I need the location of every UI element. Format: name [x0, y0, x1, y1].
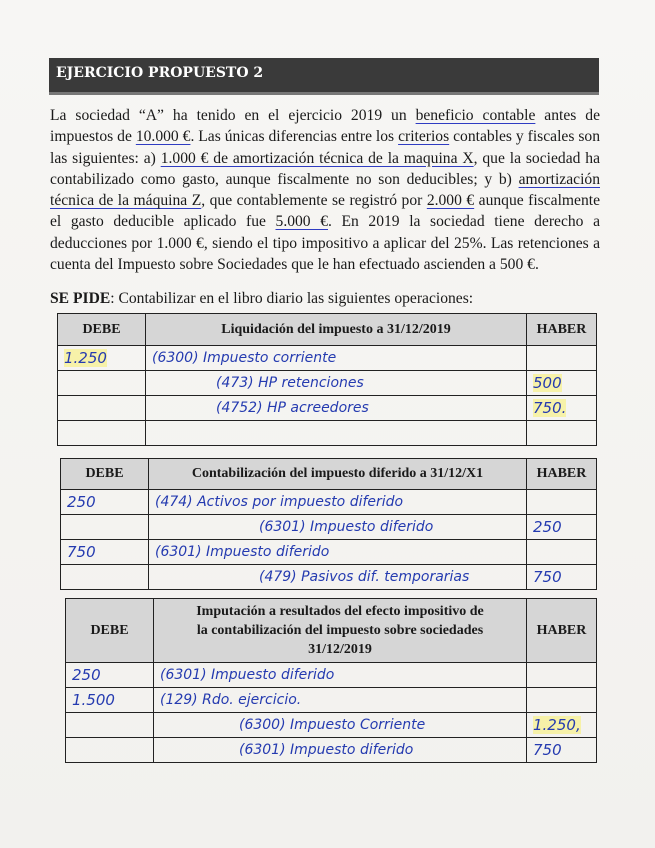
- haber-cell: [527, 490, 597, 515]
- haber-amount: 500: [533, 374, 562, 392]
- debe-cell: 750: [61, 540, 149, 565]
- table-title-line: 31/12/2019: [308, 642, 372, 657]
- haber-cell: [527, 713, 597, 738]
- haber-header: HABER: [527, 599, 597, 663]
- concept-cell: (6301) Impuesto diferido: [154, 663, 527, 688]
- table-row: [61, 540, 597, 565]
- haber-cell: [527, 396, 597, 421]
- statement-text: La sociedad “A” ha tenido en el ejercicio 2019 un: [50, 107, 416, 124]
- haber-cell: [527, 421, 597, 446]
- statement-underlined: 5.000 €: [275, 213, 328, 231]
- statement-underlined: criterios: [398, 128, 450, 146]
- table-row: [61, 565, 597, 590]
- task-label: SE PIDE: [50, 290, 111, 307]
- ledger-table-liquidacion: [57, 313, 597, 446]
- debe-header: DEBE: [66, 599, 154, 663]
- concept-cell: (4752) HP acreedores: [146, 396, 527, 421]
- haber-cell: [527, 371, 597, 396]
- concept-cell: [146, 421, 527, 446]
- debe-cell: 250: [61, 490, 149, 515]
- debe-cell: [61, 565, 149, 590]
- debe-header: DEBE: [58, 314, 146, 346]
- table-row: [61, 490, 597, 515]
- concept-cell: (6301) Impuesto diferido: [149, 515, 527, 540]
- statement-underlined: beneficio contable: [415, 107, 536, 124]
- ledger-table-diferido: [60, 458, 597, 590]
- exercise-title: EJERCICIO PROPUESTO 2: [49, 58, 599, 92]
- task-text: : Contabilizar en el libro diario las siguientes operaciones:: [110, 290, 474, 307]
- debe-header: DEBE: [61, 459, 149, 490]
- statement-text: , que contablemente se registró por: [201, 192, 427, 210]
- statement-underlined: 1.000 € de amortización técnica de la maquina X: [160, 149, 474, 167]
- table-row: [58, 346, 597, 371]
- statement-text: antes de impuestos de: [50, 107, 601, 146]
- table-title-line: Imputación a resultados del efecto impositivo de: [196, 604, 484, 619]
- table-row: [58, 371, 597, 396]
- debe-amount: 1.250: [64, 349, 107, 367]
- haber-cell: 750: [527, 565, 597, 590]
- haber-cell: [527, 688, 597, 713]
- table-title: [154, 599, 527, 663]
- concept-cell: (479) Pasivos dif. temporarias: [149, 565, 527, 590]
- table-row: [66, 713, 597, 738]
- debe-cell: 250: [66, 663, 154, 688]
- debe-cell: [61, 515, 149, 540]
- haber-header: HABER: [527, 459, 597, 490]
- table-row: [66, 688, 597, 713]
- table-row: [61, 515, 597, 540]
- statement-underlined: amortización técnica de la máquina Z: [50, 170, 600, 210]
- statement-underlined: 10.000 €: [135, 128, 191, 146]
- haber-amount: 1.250,: [533, 716, 581, 734]
- haber-cell: [527, 540, 597, 565]
- statement-text: contables y fiscales son las siguientes: a): [50, 128, 601, 167]
- table-title-line: la contabilización del impuesto sobre sociedades: [196, 623, 484, 638]
- concept-cell: (129) Rdo. ejercicio.: [154, 688, 527, 713]
- debe-cell: 1.500: [66, 688, 154, 713]
- haber-amount: 750.: [533, 399, 567, 417]
- haber-header: HABER: [527, 314, 597, 346]
- haber-cell: [527, 346, 597, 371]
- statement-underlined: 2.000 €: [426, 192, 475, 210]
- concept-cell: (473) HP retenciones: [146, 371, 527, 396]
- debe-cell: [58, 396, 146, 421]
- concept-cell: (6301) Impuesto diferido: [149, 540, 527, 565]
- statement-text: . Las únicas diferencias entre los: [190, 128, 399, 146]
- table-row: [66, 663, 597, 688]
- concept-cell: (6301) Impuesto diferido: [154, 738, 527, 763]
- concept-cell: (474) Activos por impuesto diferido: [149, 490, 527, 515]
- haber-cell: [527, 663, 597, 688]
- haber-cell: 750: [527, 738, 597, 763]
- statement-text: aunque fiscalmente el gasto deducible aplicado fue: [50, 192, 601, 231]
- debe-cell: [58, 421, 146, 446]
- ledger-table-imputacion: [65, 598, 597, 763]
- statement-text: , que la sociedad ha contabilizado como gasto, aunque fiscalmente no son deducibles; y b): [50, 149, 600, 188]
- task-instruction: [50, 290, 610, 308]
- haber-cell: 250: [527, 515, 597, 540]
- table-row: [66, 738, 597, 763]
- debe-cell: [66, 738, 154, 763]
- table-title: Liquidación del impuesto a 31/12/2019: [146, 314, 527, 346]
- concept-cell: (6300) Impuesto corriente: [146, 346, 527, 371]
- concept-cell: (6300) Impuesto Corriente: [154, 713, 527, 738]
- table-row: [58, 396, 597, 421]
- table-row: [58, 421, 597, 446]
- debe-cell: [66, 713, 154, 738]
- statement-text: . En 2019 la sociedad tiene derecho a deducciones por 1.000 €, siendo el tipo impositivo a aplicar del 25%. Las retenciones a cuenta del Impuesto sobre Sociedades que le han efectuado ascienden a 500 €.: [50, 213, 600, 274]
- debe-cell: [58, 371, 146, 396]
- exercise-statement: [50, 105, 600, 275]
- debe-cell: [58, 346, 146, 371]
- table-title: Contabilización del impuesto diferido a 31/12/X1: [149, 459, 527, 490]
